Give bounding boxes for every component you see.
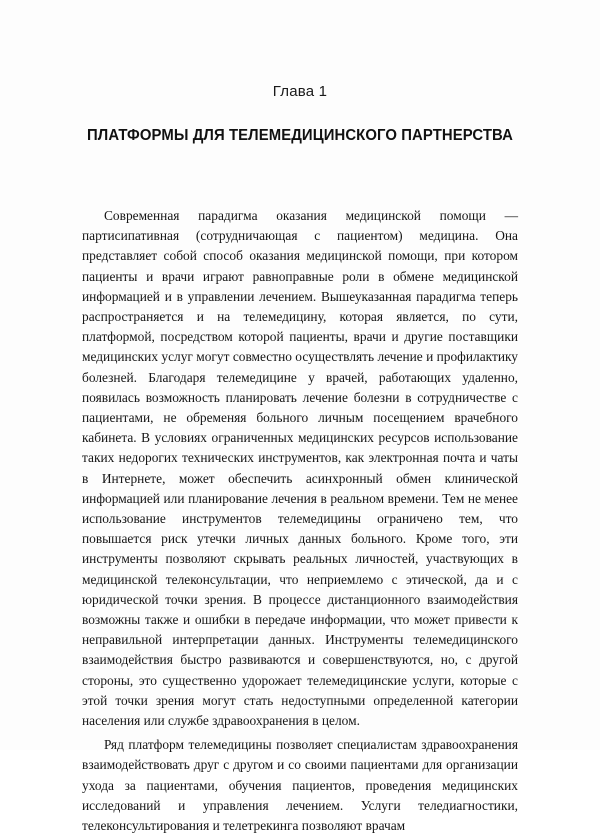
chapter-title: ПЛАТФОРМЫ ДЛЯ ТЕЛЕМЕДИЦИНСКОГО ПАРТНЕРСТВА (86, 127, 514, 144)
chapter-label: Глава 1 (272, 83, 328, 100)
paragraph: Современная парадигма оказания медицинской помощи — партисипативная (сотрудничающая с пациентом) медицина. Она представляет собой способ оказания медицинской помощи, при котором пациенты и врачи играют равноправные роли в обмене медицинской информацией и в управлении лечением. Вышеуказанная парадигма теперь распространяется и на телемедицину, которая является, по сути, платформой, посредством которой пациенты, врачи и другие поставщики медицинских услуг могут совместно осуществлять лечение и профилактику болезней. Благодаря телемедицине у врачей, работающих удаленно, появилась возможность планировать лечение болезни в сотрудничестве с пациентами, не обременяя больного личным посещением врачебного кабинета. В условиях ограниченных медицинских ресурсов использование таких недорогих технических инструментов, как электронная почта и чаты в Интернете, может обеспечить асинхронный обмен клинической информацией или планирование лечения в реальном времени. Тем не менее использование инструментов телемедицины ограничено тем, что повышается риск утечки личных данных больного. Кроме того, эти инструменты позволяют скрывать реальных личностей, участвующих в медицинской телеконсультации, что неприемлемо с этической, да и с юридической точки зрения. В процессе дистанционного взаимодействия возможны также и ошибки в передаче информации, что может привести к неправильной интерпретации данных. Инструменты телемедицинского взаимодействия быстро развиваются и совершенствуются, но, с другой стороны, это существенно удорожает телемедицинские услуги, которые с этой точки зрения могут стать недоступными определенной категории населения или службе здравоохранения в целом. (82, 208, 518, 729)
body-text (82, 206, 518, 836)
paragraph: Ряд платформ телемедицины позволяет специалистам здравоохранения взаимодействовать друг с другом и со своими пациентами для организации ухода за пациентами, обучения пациентов, проведения медицинских исследований и управления лечением. Услуги теледиагностики, телеконсультирования и телетрекинга позволяют врачам (82, 737, 518, 834)
